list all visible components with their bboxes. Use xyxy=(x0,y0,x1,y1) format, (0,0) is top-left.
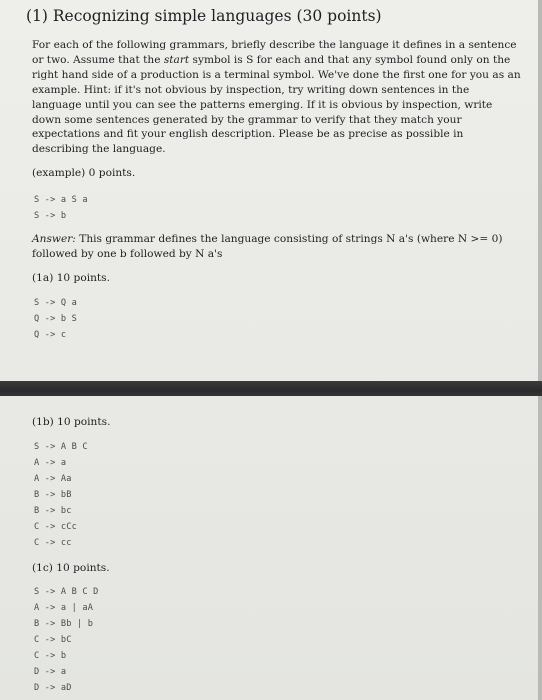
q1c-rule: D -> aD xyxy=(34,683,72,693)
page-break-bar xyxy=(0,381,542,396)
q1b-heading: (1b) 10 points. xyxy=(32,416,111,428)
q1b-rule: A -> Aa xyxy=(34,474,72,484)
example-rule: S -> b xyxy=(34,211,67,221)
q1c-rule: C -> b xyxy=(34,651,67,661)
answer-label: Answer: xyxy=(32,233,76,245)
q1a-rule: Q -> c xyxy=(34,330,67,340)
q1a-rule: Q -> b S xyxy=(34,314,77,324)
q1c-rule: A -> a | aA xyxy=(34,603,94,613)
q1c-rule: C -> bC xyxy=(34,635,72,645)
intro-text-start: For each of the following grammars, briefly describe the language it defines in a sentence or two. Assume that the xyxy=(32,39,517,66)
q1c-rule: B -> Bb | b xyxy=(34,619,94,629)
example-rule: S -> a S a xyxy=(34,195,88,205)
q1b-rule: B -> bB xyxy=(34,490,72,500)
intro-text-rest: symbol is S for each and that any symbol found only on the right hand side of a production is a terminal symbol. We've done the first one for you as an example. Hint: if it's not obvious by inspection, try writing down sentences in the language until you can see the patterns emerging. If it is obvious by inspection, write down some sentences generated by the grammar to verify that they match your expectations and fit your english description. Please be as precise as possible in describing the language. xyxy=(32,53,521,156)
q1b-rule: B -> bc xyxy=(34,506,72,516)
q1b-rule: A -> a xyxy=(34,458,67,468)
section-title: (1) Recognizing simple languages (30 points) xyxy=(26,7,382,25)
q1a-heading: (1a) 10 points. xyxy=(32,272,110,284)
q1c-rule: D -> a xyxy=(34,667,67,677)
example-heading: (example) 0 points. xyxy=(32,167,136,179)
instructions-paragraph xyxy=(32,38,522,157)
q1c-rule: S -> A B C D xyxy=(34,587,99,597)
q1b-rule: C -> cc xyxy=(34,538,72,548)
start-emphasis: start xyxy=(163,53,190,66)
q1c-heading: (1c) 10 points. xyxy=(32,562,110,574)
q1b-rule: S -> A B C xyxy=(34,442,88,452)
example-answer xyxy=(32,232,522,261)
q1a-rule: S -> Q a xyxy=(34,298,77,308)
q1b-rule: C -> cCc xyxy=(34,522,77,532)
page-edge xyxy=(538,0,542,700)
answer-text: This grammar defines the language consisting of strings N a's (where N >= 0) followed by one b followed by N a's xyxy=(32,233,503,260)
